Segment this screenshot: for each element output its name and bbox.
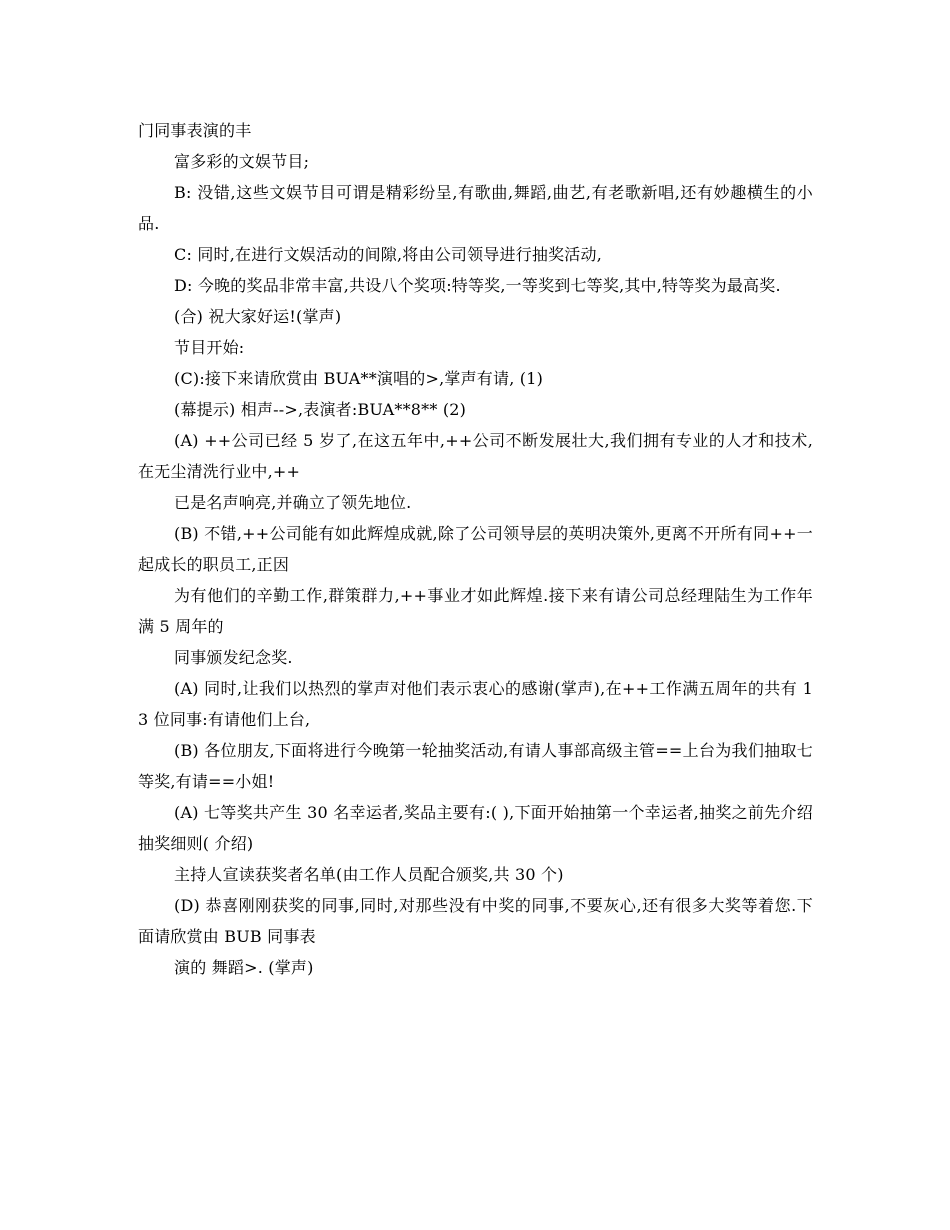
paragraph-15: (A) 同时,让我们以热烈的掌声对他们表示衷心的感谢(掌声),在++工作满五周年的共有 13 位同事:有请他们上台, bbox=[138, 679, 813, 729]
paragraph-10: (A) ++公司已经 5 岁了,在这五年中,++公司不断发展壮大,我们拥有专业的人才和技术,在无尘清洗行业中,++ bbox=[138, 431, 813, 481]
paragraph-3: B: 没错,这些文娱节目可谓是精彩纷呈,有歌曲,舞蹈,曲艺,有老歌新唱,还有妙趣横生的小品. bbox=[138, 183, 813, 233]
paragraph-7: 节目开始: bbox=[174, 338, 245, 357]
paragraph-2: 富多彩的文娱节目; bbox=[174, 152, 310, 171]
paragraph-17: (A) 七等奖共产生 30 名幸运者,奖品主要有:( ),下面开始抽第一个幸运者,抽奖之前先介绍抽奖细则( 介绍) bbox=[138, 803, 813, 853]
paragraph-5: D: 今晚的奖品非常丰富,共设八个奖项:特等奖,一等奖到七等奖,其中,特等奖为最高奖. bbox=[174, 276, 781, 295]
paragraph-18: 主持人宣读获奖者名单(由工作人员配合颁奖,共 30 个) bbox=[174, 865, 564, 884]
paragraph-13: 为有他们的辛勤工作,群策群力,++事业才如此辉煌.接下来有请公司总经理陆生为工作年满 5 周年的 bbox=[138, 586, 813, 636]
paragraph-19: (D) 恭喜刚刚获奖的同事,同时,对那些没有中奖的同事,不要灰心,还有很多大奖等着您.下面请欣赏由 BUB 同事表 bbox=[138, 896, 813, 946]
paragraph-12: (B) 不错,++公司能有如此辉煌成就,除了公司领导层的英明决策外,更离不开所有同++一起成长的职员工,正因 bbox=[138, 524, 813, 574]
paragraph-16: (B) 各位朋友,下面将进行今晚第一轮抽奖活动,有请人事部高级主管==上台为我们抽取七等奖,有请==小姐! bbox=[138, 741, 813, 791]
paragraph-11: 已是名声响亮,并确立了领先地位. bbox=[174, 493, 412, 512]
paragraph-9: (幕提示) 相声-->,表演者:BUA**8** (2) bbox=[174, 400, 467, 419]
paragraph-6: (合) 祝大家好运!(掌声) bbox=[174, 307, 342, 326]
paragraph-4: C: 同时,在进行文娱活动的间隙,将由公司领导进行抽奖活动, bbox=[174, 245, 602, 264]
paragraph-1: 门同事表演的丰 bbox=[138, 121, 252, 140]
paragraph-20: 演的 舞蹈>. (掌声) bbox=[174, 958, 314, 977]
paragraph-14: 同事颁发纪念奖. bbox=[174, 648, 293, 667]
paragraph-8: (C):接下来请欣赏由 BUA**演唱的>,掌声有请, (1) bbox=[174, 369, 544, 388]
document-body bbox=[138, 115, 813, 983]
